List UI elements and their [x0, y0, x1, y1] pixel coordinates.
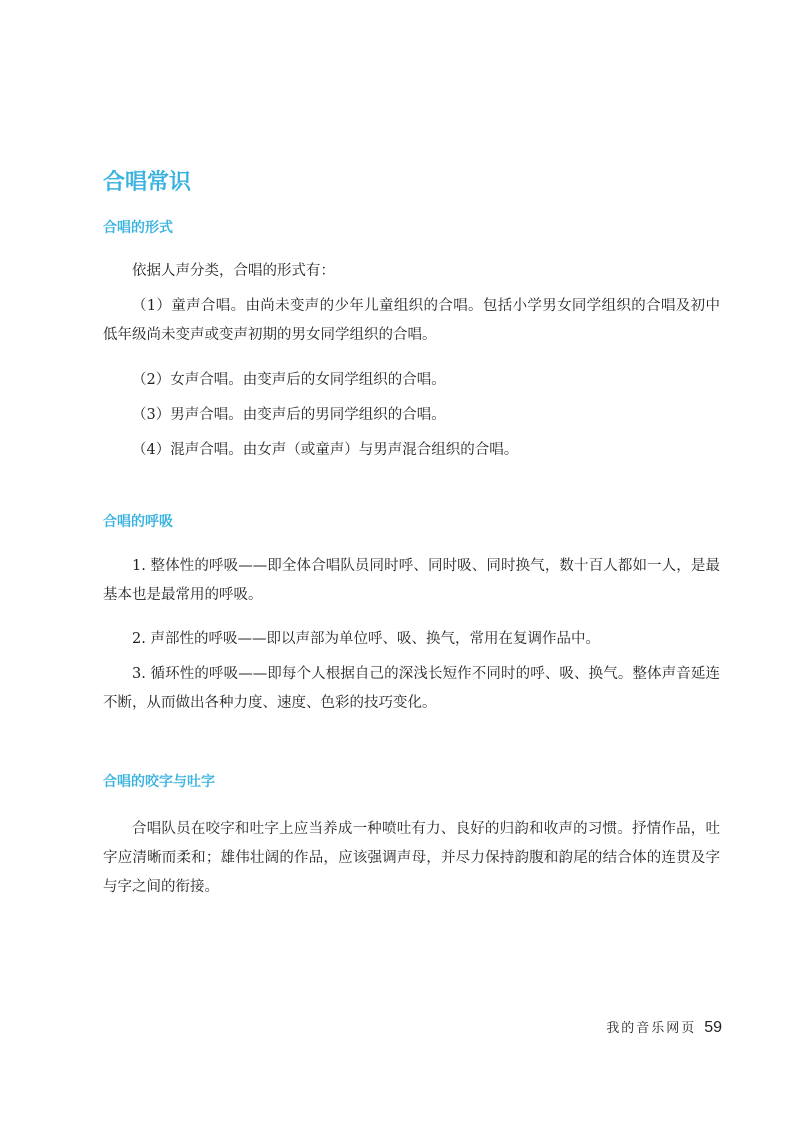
paragraph-form-male: （3）男声合唱。由变声后的男同学组织的合唱。 — [132, 407, 446, 423]
paragraph-breathing-2: 2. 声部性的呼吸——即以声部为单位呼、吸、换气，常用在复调作品中。 — [132, 631, 600, 647]
paragraph-diction: 合唱队员在咬字和吐字上应当养成一种喷吐有力、良好的归韵和收声的习惯。抒情作品，吐字应清晰而柔和；雄伟壮阔的作品，应该强调声母，并尽力保持韵腹和韵尾的结合体的连贯及字与字之间的衔接。 — [103, 821, 720, 895]
paragraph-breathing-3: 3. 循环性的呼吸——即每个人根据自己的深浅长短作不同时的呼、吸、换气。整体声音延连不断，从而做出各种力度、速度、色彩的技巧变化。 — [103, 666, 720, 711]
section-heading-diction: 合唱的咬字与吐字 — [103, 774, 215, 790]
paragraph-form-mixed: （4）混声合唱。由女声（或童声）与男声混合组织的合唱。 — [132, 442, 519, 458]
paragraph-form-intro: 依据人声分类，合唱的形式有： — [132, 263, 335, 279]
paragraph-form-female: （2）女声合唱。由变声后的女同学组织的合唱。 — [132, 372, 446, 388]
page-number: 59 — [704, 1019, 722, 1036]
paragraph-breathing-1: 1. 整体性的呼吸——即全体合唱队员同时呼、同时吸、同时换气，数十百人都如一人，是最基本也是最常用的呼吸。 — [103, 558, 720, 603]
page-footer — [606, 1015, 722, 1042]
section-heading-breathing: 合唱的呼吸 — [103, 514, 173, 530]
footer-label: 我的音乐网页 — [606, 1021, 697, 1036]
paragraph-form-children: （1）童声合唱。由尚未变声的少年儿童组织的合唱。包括小学男女同学组织的合唱及初中低年级尚未变声或变声初期的男女同学组织的合唱。 — [103, 298, 720, 343]
section-heading-form: 合唱的形式 — [103, 220, 173, 236]
page-title: 合唱常识 — [103, 170, 192, 195]
